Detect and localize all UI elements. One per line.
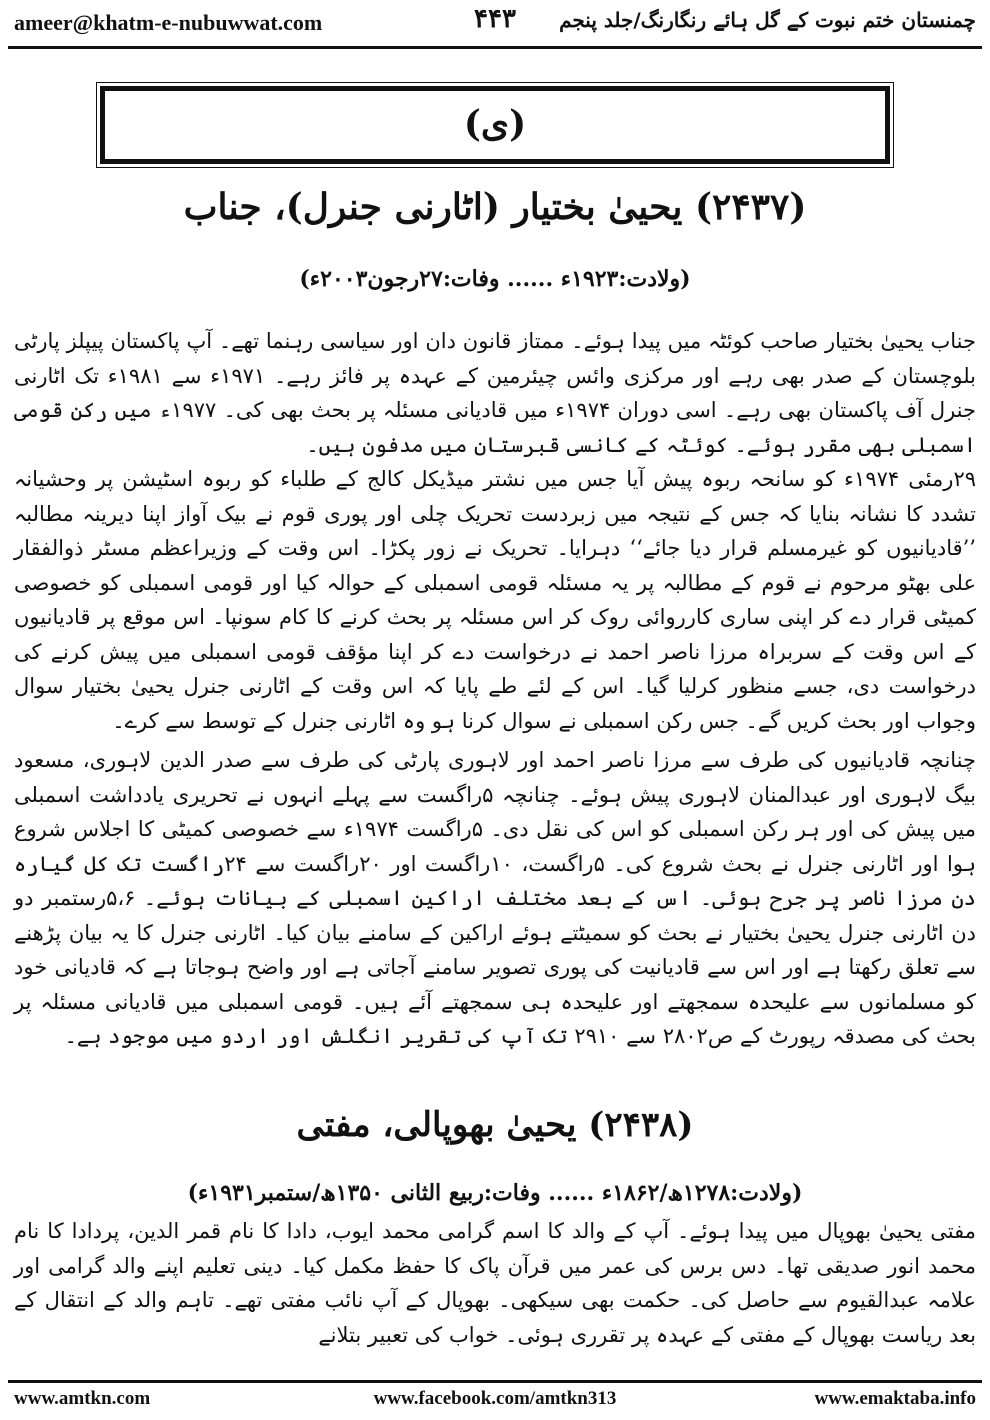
paragraph <box>14 743 976 1054</box>
page-header <box>0 0 990 48</box>
paragraph <box>14 1214 976 1352</box>
entry-dates: (ولادت:۱۲۷۸ھ/۱۸۶۲ء ...... وفات:ربیع الثانی ۱۳۵۰ھ/ستمبر۱۹۳۱ء) <box>187 1180 803 1206</box>
footer-rule <box>8 1380 982 1383</box>
header-rule <box>8 46 982 49</box>
book-title: چمنستان ختم نبوت کے گل ہائے رنگارنگ/جلد پنجم <box>559 8 976 32</box>
paragraph-text: ۲۹رمئی ۱۹۷۴ء کو سانحہ ربوہ پیش آیا جس میں نشتر میڈیکل کالج کے طلباء کو ربوہ اسٹیشن پر وحشیانہ تشدد کا نشانہ بنایا کہ جس کے نتیجہ میں زبردست تحریک چلی اور پوری قوم نے بیک آواز اپنا دیرینہ مطالبہ ’’قادیانیوں کو غیرمسلم قرار دیا جائے‘‘ دہرایا۔ تحریک نے زور پکڑا۔ اس وقت کے وزیراعظم مسٹر ذوالفقار علی بھٹو مرحوم نے قوم کے مطالبہ پر یہ مسئلہ قومی اسمبلی کے حوالہ کیا اور قومی اسمبلی کو خصوصی کمیٹی قرار دے کر اپنی ساری کارروائی روک کر اس مسئلہ پر بحث کرنے کا کام سونپا۔ اس موقع پر قادیانیوں کے اس وقت کے سربراہ مرزا ناصر احمد نے درخواست دے کر اپنا مؤقف قومی اسمبلی میں پیش کرنے کی درخواست دی، جسے منظور کرلیا گیا۔ اس کے لئے طے پایا کہ اس وقت کے اٹارنی جنرل یحییٰ بختیار سوال وجواب اور بحث کریں گے۔ جس رکن اسمبلی نے سوال کرنا ہو وہ اٹارنی جنرل کے توسط سے کرے۔ <box>14 467 977 733</box>
page-footer <box>0 1384 990 1418</box>
section-letter: (ی) <box>463 103 527 145</box>
page-number: ۴۴۳ <box>474 4 516 34</box>
paragraph <box>14 324 976 462</box>
paragraph-text: مفتی یحییٰ بھوپال میں پیدا ہوئے۔ آپ کے والد کا اسم گرامی محمد ایوب، دادا کا نام قمر الدین، پردادا کا نام محمد انور صدیقی تھا۔ دس برس کی عمر میں قرآن پاک کا حفظ مکمل کیا۔ دینی تعلیم اپنے والد گرامی اور علامہ عبدالقیوم سے حاصل کی۔ حکمت بھی سیکھی۔ بھوپال کے آپ نائب مفتی تھے۔ تاہم والد کے انتقال کے بعد ریاست بھوپال کے مفتی کے عہدہ پر تقرری ہوئی۔ خواب کی تعبیر بتلانے <box>14 1219 976 1347</box>
entry-heading: (۲۴۳۷) یحییٰ بختیار (اٹارنی جنرل)، جناب <box>183 186 807 228</box>
paragraph-text: چنانچہ قادیانیوں کی طرف سے مرزا ناصر احمد اور لاہوری پارٹی کی طرف سے صدر الدین لاہوری، مسعود بیگ لاہوری اور عبدالمنان لاہوری پیش ہوئے۔ چنانچہ ۵راگست سے پہلے انہوں نے تحریری یادداشت اسمبلی میں پیش کی اور ہر رکن اسمبلی کو اس کی نقل دی۔ ۵راگست ۱۹۷۴ء سے خصوصی کمیٹی کا اجلاس شروع ہوا اور اٹارنی جنرل نے بحث شروع کی۔ ۵راگست، ۱۰راگست اور ۲۰راگست سے ۲۴راگست تک کل گیارہ دن مرزا ناصر پر جرح ہوئی۔ اس کے بعد مختلف اراکین اسمبلی کے بیانات ہوئے۔ ۵،۶رستمبر دو دن اٹارنی جنرل یحییٰ بختیار نے بحث کو سمیٹتے ہوئے اراکین کے سامنے بیان کیا۔ اٹارنی جنرل کا یہ بیان پڑھنے سے تعلق رکھتا ہے اور اس سے قادیانیت کی پوری تصویر سامنے آجاتی ہے اور واضح ہوجاتا ہے کہ قادیانی خود کو مسلمانوں سے علیحدہ سمجھتے اور علیحدہ ہی سمجھتے آئے ہیں۔ قومی اسمبلی میں قادیانی مسئلہ پر بحث کی مصدقہ رپورٹ کے ص۲۸۰۲ سے ۲۹۱۰ تک آپ کی تقریر انگلش اور اردو میں موجود ہے۔ <box>14 748 977 1048</box>
entry-heading: (۲۴۳۸) یحییٰ بھوپالی، مفتی <box>296 1105 694 1145</box>
paragraph <box>14 462 976 738</box>
footer-link-facebook[interactable]: www.facebook.com/amtkn313 <box>373 1388 617 1409</box>
entry-dates: (ولادت:۱۹۲۳ء ...... وفات:۲۷رجون۲۰۰۳ء) <box>299 266 691 292</box>
footer-link-amtkn[interactable]: www.amtkn.com <box>14 1388 151 1409</box>
paragraph-text: جناب یحییٰ بختیار صاحب کوئٹہ میں پیدا ہوئے۔ ممتاز قانون دان اور سیاسی رہنما تھے۔ آپ پاکستان پیپلز پارٹی بلوچستان کے صدر بھی رہے اور مرکزی وائس چیئرمین کے عہدہ پر فائز رہے۔ ۱۹۷۱ء سے ۱۹۸۱ء تک اٹارنی جنرل آف پاکستان بھی رہے۔ اسی دوران ۱۹۷۴ء میں قادیانی مسئلہ پر بحث بھی کی۔ ۱۹۷۷ء میں رکن قومی اسمبلی بھی مقرر ہوئے۔ کوئٹہ کے کانسی قبرستان میں مدفون ہیں۔ <box>14 329 976 457</box>
footer-link-emaktaba[interactable]: www.emaktaba.info <box>814 1388 976 1409</box>
header-email: ameer@khatm-e-nubuwwat.com <box>14 10 323 35</box>
section-letter-box <box>100 86 890 164</box>
